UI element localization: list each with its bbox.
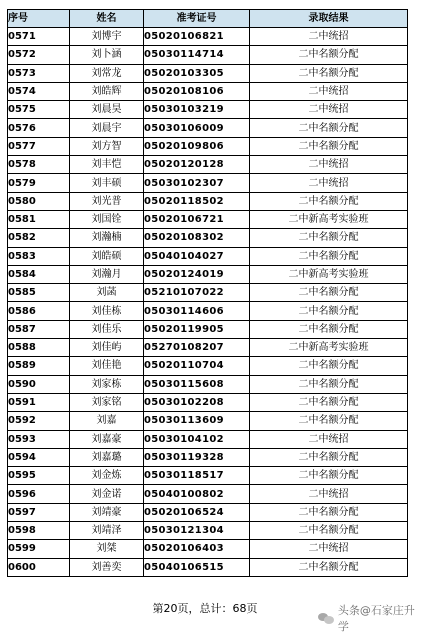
admission-list [7,9,407,577]
cell-name: 刘金诺 [70,485,144,503]
cell-result: 二中名额分配 [250,357,408,375]
cell-seq: 0585 [8,284,70,302]
cell-exam-id: 05040100802 [144,485,250,503]
cell-exam-id: 05040106515 [144,558,250,576]
cell-exam-id: 05270108207 [144,339,250,357]
cell-exam-id: 05020106403 [144,540,250,558]
cell-exam-id: 05020108302 [144,229,250,247]
page-footer: 第20页，总计：68页 [152,602,258,615]
cell-name: 刘靖泽 [70,522,144,540]
cell-seq: 0597 [8,503,70,521]
cell-exam-id: 05030113609 [144,412,250,430]
cell-name: 刘瀚楠 [70,229,144,247]
cell-result: 二中名额分配 [250,412,408,430]
cell-result: 二中名额分配 [250,284,408,302]
cell-seq: 0579 [8,174,70,192]
table-row [8,467,408,485]
table-row [8,412,408,430]
cell-exam-id: 05020120128 [144,156,250,174]
cell-result: 二中统招 [250,174,408,192]
cell-name: 刘光普 [70,192,144,210]
cell-result: 二中统招 [250,540,408,558]
table-row [8,82,408,100]
cell-seq: 0573 [8,64,70,82]
cell-result: 二中统招 [250,101,408,119]
header-name: 姓名 [70,10,144,28]
cell-result: 二中名额分配 [250,467,408,485]
table-row [8,46,408,64]
cell-name: 刘嘉璐 [70,448,144,466]
cell-name: 刘卜涵 [70,46,144,64]
cell-name: 刘家栋 [70,375,144,393]
cell-exam-id: 05020108106 [144,82,250,100]
cell-seq: 0572 [8,46,70,64]
table-row [8,430,408,448]
table-row [8,339,408,357]
cell-result: 二中新高考实验班 [250,339,408,357]
cell-exam-id: 05030106009 [144,119,250,137]
cell-seq: 0586 [8,302,70,320]
cell-result: 二中统招 [250,430,408,448]
cell-result: 二中名额分配 [250,558,408,576]
cell-exam-id: 05210107022 [144,284,250,302]
cell-result: 二中新高考实验班 [250,210,408,228]
table-row [8,558,408,576]
cell-name: 刘金炼 [70,467,144,485]
cell-name: 刘佳乐 [70,320,144,338]
cell-name: 刘晨昊 [70,101,144,119]
cell-seq: 0593 [8,430,70,448]
cell-seq: 0581 [8,210,70,228]
cell-exam-id: 05020124019 [144,265,250,283]
cell-name: 刘善奕 [70,558,144,576]
cell-result: 二中统招 [250,156,408,174]
cell-result: 二中统招 [250,485,408,503]
table-row [8,522,408,540]
cell-name: 刘佳屿 [70,339,144,357]
cell-result: 二中名额分配 [250,247,408,265]
table-row [8,284,408,302]
cell-result: 二中名额分配 [250,46,408,64]
cell-result: 二中名额分配 [250,137,408,155]
watermark [318,602,425,634]
cell-name: 刘皓辉 [70,82,144,100]
cell-result: 二中统招 [250,28,408,46]
table-row [8,393,408,411]
cell-seq: 0590 [8,375,70,393]
cell-name: 刘瀚月 [70,265,144,283]
table-row [8,156,408,174]
cell-seq: 0595 [8,467,70,485]
cell-seq: 0587 [8,320,70,338]
table-row [8,485,408,503]
table-row [8,192,408,210]
table-row [8,174,408,192]
table-row [8,448,408,466]
cell-exam-id: 05020103305 [144,64,250,82]
table-row [8,28,408,46]
cell-name: 刘嘉豪 [70,430,144,448]
cell-name: 刘菡 [70,284,144,302]
cell-result: 二中名额分配 [250,503,408,521]
cell-exam-id: 05020110704 [144,357,250,375]
cell-exam-id: 05030103219 [144,101,250,119]
cell-exam-id: 05030102307 [144,174,250,192]
cell-name: 刘嘉 [70,412,144,430]
cell-seq: 0575 [8,101,70,119]
cell-name: 刘靖豪 [70,503,144,521]
wechat-bubble-icon [318,611,334,625]
table-row [8,137,408,155]
cell-seq: 0576 [8,119,70,137]
header-result: 录取结果 [250,10,408,28]
table-row [8,210,408,228]
admission-table [7,9,408,577]
cell-seq: 0574 [8,82,70,100]
table-header-row [8,10,408,28]
cell-result: 二中名额分配 [250,393,408,411]
cell-exam-id: 05020109806 [144,137,250,155]
cell-exam-id: 05020119905 [144,320,250,338]
cell-name: 刘桀 [70,540,144,558]
table-row [8,302,408,320]
cell-seq: 0592 [8,412,70,430]
cell-exam-id: 05030114714 [144,46,250,64]
cell-name: 刘常龙 [70,64,144,82]
cell-seq: 0582 [8,229,70,247]
cell-result: 二中名额分配 [250,320,408,338]
table-row [8,357,408,375]
cell-name: 刘皓硕 [70,247,144,265]
cell-result: 二中名额分配 [250,302,408,320]
cell-seq: 0588 [8,339,70,357]
cell-exam-id: 05020106721 [144,210,250,228]
cell-exam-id: 05020118502 [144,192,250,210]
cell-seq: 0589 [8,357,70,375]
cell-seq: 0583 [8,247,70,265]
cell-name: 刘方智 [70,137,144,155]
cell-result: 二中名额分配 [250,522,408,540]
cell-seq: 0594 [8,448,70,466]
cell-name: 刘佳栋 [70,302,144,320]
table-row [8,320,408,338]
cell-seq: 0596 [8,485,70,503]
watermark-text: 头条@石家庄升学 [337,604,415,633]
cell-seq: 0580 [8,192,70,210]
table-row [8,540,408,558]
cell-exam-id: 05040104027 [144,247,250,265]
cell-seq: 0600 [8,558,70,576]
cell-exam-id: 05030102208 [144,393,250,411]
table-row [8,64,408,82]
table-row [8,265,408,283]
cell-exam-id: 05030114606 [144,302,250,320]
cell-exam-id: 05030121304 [144,522,250,540]
cell-exam-id: 05030104102 [144,430,250,448]
cell-name: 刘丰硕 [70,174,144,192]
cell-seq: 0598 [8,522,70,540]
cell-seq: 0577 [8,137,70,155]
cell-name: 刘佳艳 [70,357,144,375]
cell-exam-id: 05030119328 [144,448,250,466]
cell-seq: 0599 [8,540,70,558]
header-seq: 序号 [8,10,70,28]
cell-result: 二中统招 [250,82,408,100]
cell-result: 二中名额分配 [250,64,408,82]
cell-exam-id: 05030115608 [144,375,250,393]
table-body [8,28,408,577]
cell-result: 二中新高考实验班 [250,265,408,283]
header-exam-id: 准考证号 [144,10,250,28]
cell-result: 二中名额分配 [250,192,408,210]
cell-name: 刘博宇 [70,28,144,46]
table-row [8,503,408,521]
table-row [8,229,408,247]
table-row [8,247,408,265]
cell-name: 刘国铨 [70,210,144,228]
cell-result: 二中名额分配 [250,375,408,393]
cell-seq: 0591 [8,393,70,411]
cell-name: 刘晨宇 [70,119,144,137]
cell-seq: 0578 [8,156,70,174]
table-row [8,119,408,137]
cell-name: 刘丰恺 [70,156,144,174]
cell-name: 刘家铭 [70,393,144,411]
cell-seq: 0584 [8,265,70,283]
table-row [8,375,408,393]
cell-exam-id: 05030118517 [144,467,250,485]
cell-result: 二中名额分配 [250,229,408,247]
cell-result: 二中名额分配 [250,119,408,137]
cell-seq: 0571 [8,28,70,46]
cell-result: 二中名额分配 [250,448,408,466]
cell-exam-id: 05020106821 [144,28,250,46]
table-row [8,101,408,119]
cell-exam-id: 05020106524 [144,503,250,521]
